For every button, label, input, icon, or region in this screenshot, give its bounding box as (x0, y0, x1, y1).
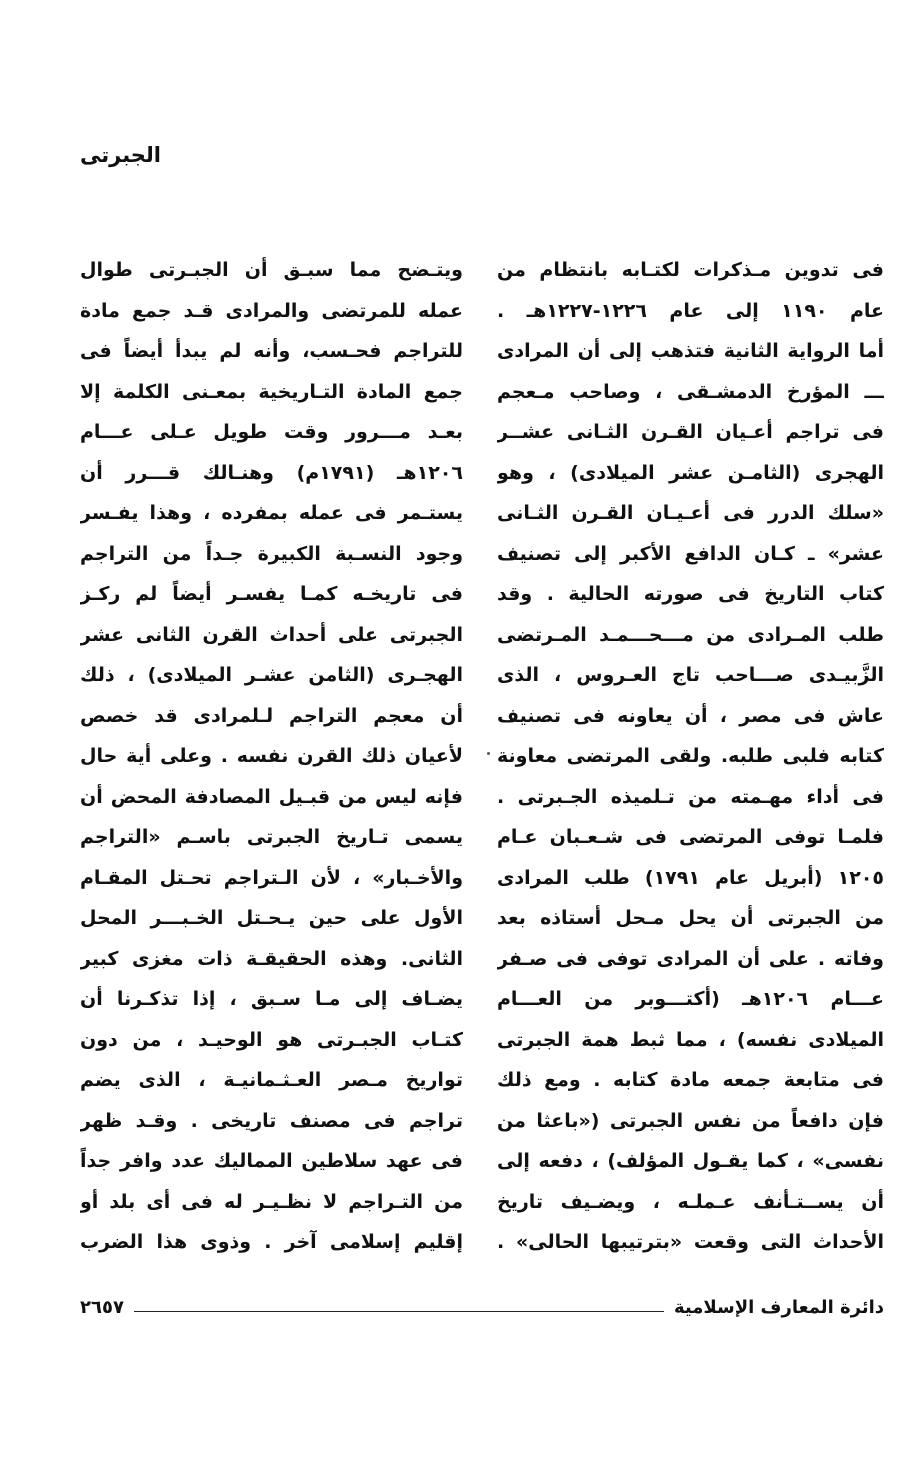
left-column (80, 250, 463, 1263)
text-line: الأحداث التى وقعت «بترتيبها الحالى» . (497, 1231, 884, 1253)
text-line: كتاب التاريخ فى صورته الحالية . وقد (497, 583, 884, 605)
right-column (497, 250, 884, 1263)
text-line: كتـاب الجبـرتى هو الوحيـد ، من دون (80, 1028, 463, 1051)
text-line: أن معجم التراجم لـلمرادى قد خصص (80, 704, 463, 727)
text-line: بعـد مـــرور وقت طويل عـلى عـــام (80, 421, 463, 443)
text-line: إقليم إسلامى آخر . وذوى هذا الضرب (80, 1231, 463, 1253)
page-number: ٢٦٥٧ (80, 1296, 124, 1318)
text-line: ويتـضح مما سبـق أن الجبـرتى طوال (80, 259, 463, 281)
running-head: الجبرتى (80, 143, 161, 167)
text-line: الميلادى نفسه) ، مما ثبط همة الجبرتى (497, 1028, 884, 1051)
text-line: ١٢٠٥ (أبريل عام ١٧٩١) طلب المرادى (497, 866, 884, 889)
text-line: جمع المادة التـاريخية بمعـنى الكلمة إلا (80, 380, 463, 403)
text-line: وجود النسـبة الكبيرة جـداً من التراجم (80, 542, 463, 565)
text-line: للتراجم فحـسب، وأنه لم يبدأ أيضاً فى (80, 340, 463, 362)
text-line: الجبرتى على أحداث القرن الثانى عشر (80, 623, 463, 646)
text-line: وفاته . على أن المرادى توفى فى صـفر (497, 947, 884, 970)
text-line: الزَّبيـدى صـــاحب تاج العـروس ، الذى (497, 664, 884, 686)
text-line: يضـاف إلى مـا سـبق ، إذا تذكـرنا أن (80, 988, 463, 1010)
text-line: من الجبرتى أن يحل مـحل أستاذه بعد (497, 907, 884, 929)
text-line: عام ١١٩٠ إلى عام ١٢٢٦-١٢٢٧هـ . (497, 299, 884, 322)
print-speck (487, 752, 490, 755)
text-line: فى تدوين مـذكرات لكتـابه بانتظام من (497, 259, 884, 281)
text-line: الثانى. وهذه الحقيقـة ذات مغزى كبير (80, 947, 463, 970)
text-line: لأعيان ذلك القرن نفسه . وعلى أية حال (80, 745, 463, 767)
text-line: يستـمر فى عمله بمفرده ، وهذا يفـسر (80, 502, 463, 524)
text-line: أما الرواية الثانية فتذهب إلى أن المرادى (497, 340, 884, 362)
text-line: طلب المـرادى من مـــحـــمـد المـرتضى (497, 623, 884, 646)
page-footer (80, 1292, 884, 1322)
text-line: فى أداء مهـمته من تـلميذه الجـبرتى . (497, 785, 884, 808)
text-line: عـــام ١٢٠٦هـ (أكتـــوبر من العـــام (497, 988, 884, 1010)
text-line: الأول على حين يـحـتل الخـبـــر المحل (80, 907, 463, 929)
text-line: فى عهد سلاطين المماليك عدد وافر جداً (80, 1150, 463, 1172)
text-line: أن يســتـأنف عـملـه ، ويضـيف تاريخ (497, 1190, 884, 1213)
text-line: فلمـا توفى المرتضى فى شـعـبان عـام (497, 826, 884, 848)
text-line: نفسى» ، كما يقـول المؤلف) ، دفعه إلى (497, 1150, 884, 1172)
text-line: تواريخ مـصر العـثـمانيـة ، الذى يضم (80, 1069, 463, 1091)
footer-rule (134, 1311, 664, 1312)
text-line: عمله للمرتضى والمرادى قـد جمع مادة (80, 299, 463, 322)
text-line: الهجرى (الثامـن عشر الميلادى) ، وهو (497, 461, 884, 484)
text-line: والأخـبار» ، لأن الـتراجم تحـتل المقـام (80, 866, 463, 889)
text-line: كتابه فلبى طلبه. ولقى المرتضى معاونة (497, 745, 884, 767)
text-line: من التـراجم لا نظـيـر له فى أى بلد أو (80, 1190, 463, 1213)
text-line: يسمى تـاريخ الجبرتى باسـم «التراجم (80, 826, 463, 848)
text-line: فى تراجم أعـيان القـرن الثـانى عشــر (497, 421, 884, 443)
text-line: فإنه ليس من قبـيل المصادفة المحض أن (80, 785, 463, 808)
publication-title: دائرة المعارف الإسلامية (673, 1296, 884, 1318)
text-line: عشر» ـ كـان الدافع الأكبر إلى تصنيف (497, 542, 884, 565)
text-line: فى متابعة جمعه مادة كتابه . ومع ذلك (497, 1069, 884, 1091)
text-line: «سلك الدرر فى أعـيـان القـرن الثـانى (497, 502, 884, 524)
text-line: عاش فى مصر ، أن يعاونه فى تصنيف (497, 704, 884, 727)
text-line: فى تاريخـه كمـا يفسـر أيضاً لم ركـز (80, 583, 463, 605)
text-line: ١٢٠٦هـ (١٧٩١م) وهنـالك قـــرر أن (80, 461, 463, 484)
text-line: تراجم فى مصنف تاريخى . وقـد ظهر (80, 1109, 463, 1132)
text-line: الهجـرى (الثامن عشـر الميلادى) ، ذلك (80, 664, 463, 686)
text-line: ـــ المؤرخ الدمشـقى ، وصاحب مـعجم (497, 380, 884, 403)
text-line: فإن دافعاً من نفس الجبرتى («باعثا من (497, 1109, 884, 1132)
